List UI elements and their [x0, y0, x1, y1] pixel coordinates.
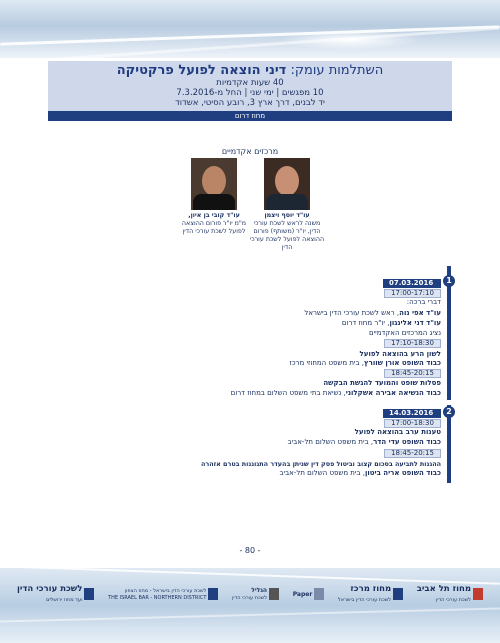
- title-main: דיני הוצאה לפועל פרקטיקה: [116, 63, 287, 78]
- agenda-line: נציג המרכזים האקדמיים: [368, 329, 441, 337]
- logo-tel-aviv: מחוז תל אביב לשכת עורכי הדין: [417, 584, 483, 604]
- title-prefix: השתלמות עומק:: [290, 63, 384, 78]
- speaker-desc: מ"מ יו"ר פורום ההוצאה לפועל לשכת עורכי הדין: [181, 220, 247, 235]
- agenda-line: כבוד השופט עדי הדר, בית משפט השלום תל-אביב: [287, 438, 441, 446]
- logo-center: מחוז מרכז לשכת עורכי הדין בישראל: [338, 584, 403, 604]
- bar-emblem-icon: [473, 588, 483, 600]
- session-number-badge: 1: [443, 275, 455, 287]
- logo-jerusalem: לשכת עורכי הדין ועד מחוז ירושלים: [17, 584, 94, 604]
- schedule-line: 10 מפגשים | ימי שני | החל מ-7.3.2016: [176, 88, 324, 98]
- session-date: 07.03.2016: [383, 279, 441, 288]
- page-number: - 80 -: [239, 546, 261, 555]
- agenda-line: עו"ד אפי נוה, ראש לשכת עורכי הדין בישראל: [304, 309, 441, 317]
- time-slot: 17:00-17:10: [384, 289, 441, 298]
- speaker-desc: משנה לראש לשכת עורכי הדין, יו"ר (משותף) פורום ההוצאה לפועל לשכת עורכי הדין: [249, 220, 325, 251]
- top-banner: [0, 0, 500, 58]
- speaker-name: עו"ד יוסף ויצמן: [264, 212, 310, 219]
- agenda-line: כבוד השופט אורן שוורץ, בית משפט המחוזי מרכז: [289, 359, 441, 367]
- agenda-line: טענות ערב בהוצאה לפועל: [354, 428, 441, 436]
- logo-north: לשכת עורכי הדין בישראל - מחוז הצפון THE ISRAEL BAR - NORTHERN DISTRICT: [108, 587, 218, 601]
- paper-icon: [314, 588, 324, 600]
- scales-icon: [208, 588, 218, 600]
- hours-line: 40 שעות אקדמיות: [216, 78, 284, 88]
- district-bar: מחוז דרום: [48, 111, 452, 121]
- speaker-photo-ben-ayon: [191, 158, 237, 210]
- speaker-caption-ben-ayon: [174, 212, 254, 236]
- bottom-banner: [0, 568, 500, 643]
- speaker-name: עו"ד קובי בן איון,: [188, 212, 240, 219]
- speaker-photo-weizman: [264, 158, 310, 210]
- time-slot: 17:00-18:30: [384, 419, 441, 428]
- agenda-line: ההגנות לתביעה בסכום קצוב וביטול פסק דין שניתן בהעדר התגוננות בטרם אזהרה: [200, 460, 441, 468]
- time-slot: 17:10-18:30: [384, 339, 441, 348]
- page-title: [48, 63, 452, 78]
- logo-galilee: הגליל לשכת עורכי הדין: [232, 587, 279, 601]
- time-slot: 18:45-20:15: [384, 449, 441, 458]
- scales-icon: [393, 588, 403, 600]
- scales-icon: [84, 588, 94, 600]
- footer-logo-strip: [17, 583, 483, 605]
- time-slot: 18:45-20:15: [384, 369, 441, 378]
- agenda-line: כבוד הנשיאה אבירה אשקלוני, נשיאת בתי משפט השלום במחוז דרום: [230, 389, 441, 397]
- session-date: 14.03.2016: [383, 409, 441, 418]
- agenda-line: כבוד השופט אריה ביטון, בית משפט השלום תל-אביב: [279, 469, 441, 477]
- session-number-badge: 2: [443, 406, 455, 418]
- logo-paper: Paper: [293, 588, 325, 600]
- agenda-line: עו"ד דני אלינגון, יו"ר מחוז דרום: [341, 319, 441, 327]
- agenda-line: פסלות שופט והמועד להגשת הבקשה: [323, 379, 441, 387]
- speaker-caption-weizman: [247, 212, 327, 252]
- speakers-heading: מרכזים אקדמיים: [221, 147, 279, 156]
- location-line: יד לבנים, דרך ארץ 3, רובע הסיטי, אשדוד: [175, 98, 325, 108]
- agenda-line: דברי ברכה:: [406, 298, 441, 306]
- mountain-icon: [269, 588, 279, 600]
- header-box: [48, 61, 452, 111]
- agenda-line: לשון הרע בהוצאה לפועל: [359, 350, 441, 358]
